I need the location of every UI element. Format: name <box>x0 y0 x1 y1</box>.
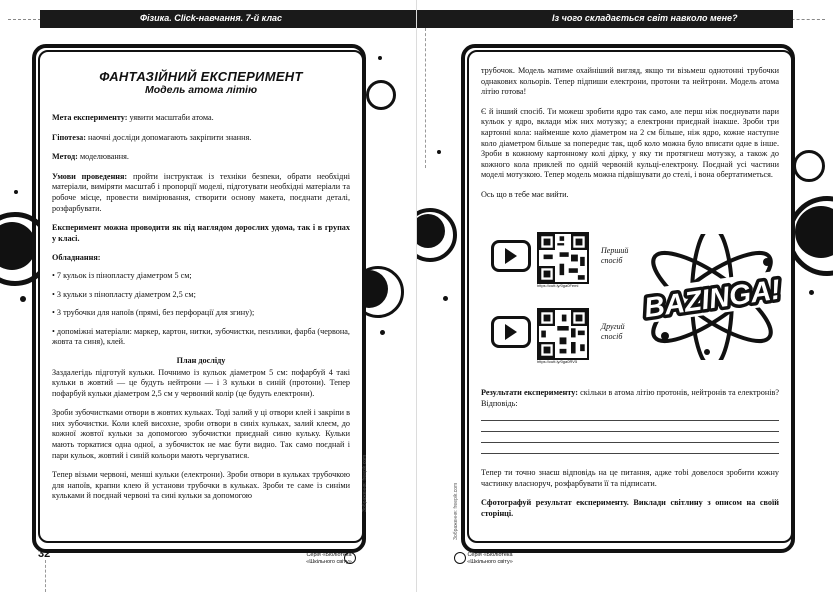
right-paragraph-1: трубочок. Модель матиме охайніший вигляд, якщо ти візьмеш однотонні трубочки однакових кольорів. Тепер підпиши електрони, протони та нейтрони. Модель атома літію готова! <box>481 66 779 97</box>
conditions-paragraph: Умови проведення: пройти інструктаж із техніки безпеки, обрати необхідні матеріали, виміряти масштаб і пропорції моделі, підготувати необхідні матеріали та робоче місце, провести вимірювання, створити основу макета, поєднати деталі, розфарбувати. <box>52 171 351 213</box>
qr-block-1 <box>491 232 651 294</box>
video-play-icon[interactable] <box>491 240 531 272</box>
plan-title: План досліду <box>176 355 226 365</box>
qr-block-2 <box>491 308 651 370</box>
experiment-subtitle: Модель атома літію <box>144 84 258 96</box>
left-content <box>52 70 350 502</box>
qr-label-1: Перший спосіб <box>601 246 629 265</box>
left-page <box>0 0 416 592</box>
decor-ring <box>366 80 396 110</box>
right-content-bottom <box>481 388 779 529</box>
left-header-bar <box>40 10 416 28</box>
image-credit: Зображення: freepik.com <box>453 482 459 540</box>
goal-line: Мета експерименту: уявити масштаби атома. <box>52 113 214 122</box>
decor-dot <box>809 290 814 295</box>
series-label: Серія «Бібліотека «Шкільного світу» <box>467 552 513 565</box>
photo-instruction: Сфотографуй результат експерименту. Виклади світлину з описом на своїй сторінці. <box>481 498 779 518</box>
series-logo-icon <box>454 552 466 564</box>
right-paragraph-2: Є й інший спосіб. Ти можеш зробити ядро так само, але перш ніж поєднувати пари кульок у ядро, вклади між них мотузку; а електрони приєднай інакше. Зроби три картонні кола: найменше коло діаметром на 2 см більше, ніж ядро, кожне наступне коло діаметром більше за попереднє так, щоб коло можна було вписати одне в інше. Зроби в кожному картонному колі дірку, у яку ти протягнеш мотузку, а також до кожного кола приклей по одній червоній кульці-електрону. Поєднай усі частини моделі мотузкою. Тепер модель можна підвішувати до стелі, і вона обертатиметься. <box>481 106 779 180</box>
qr-link-1[interactable]: https://cutt.ly/0ga0Femi <box>537 283 579 288</box>
bazinga-atom-illustration <box>637 234 787 360</box>
right-content <box>481 66 779 210</box>
series-label: Серія «Бібліотека «Шкільного світу» <box>306 552 352 565</box>
left-header-text: Фізика. Click-навчання. 7-й клас <box>140 13 283 23</box>
decor-dot <box>20 296 26 302</box>
equipment-item: • допоміжні матеріали: маркер, картон, нитки, зубочистки, пензлики, фарба (червона, жовта та синя), клей. <box>52 326 350 347</box>
left-content-frame <box>38 50 364 543</box>
conclusion-paragraph: Тепер ти точно знаєш відповідь на це питання, адже тobі довелося зробити кожну частинку власноруч, розфарбувати її та підписати. <box>481 468 779 488</box>
right-content-frame <box>467 50 793 543</box>
decor-ring <box>793 150 825 182</box>
answer-line[interactable] <box>481 411 779 421</box>
bazinga-text: BAZINGA! <box>642 273 783 324</box>
decor-dot <box>380 330 385 335</box>
qr-link-2[interactable]: https://cutt.ly/0ga0RV5 <box>537 359 578 364</box>
plan-paragraph-2: Зроби зубочистками отвори в жовтих кульках. Тоді залий у ці отвори клей і закріпи в них зубочистки. Коли клей висохне, зроби отвори в синіх кульках, залий клеєм, до кожної жовтої кульки за допомогою зубочистки приєднай синю кульку. Кульки мають торкатися одна одної, а зубочисток не має бути видно. Так само поєднай і пари кульок, жовтий і синій кольори мають чергуватися. <box>52 408 350 460</box>
qr-code-icon[interactable] <box>537 308 589 360</box>
decor-dot <box>443 296 448 301</box>
plan-paragraph-3: Тепер візьми червоні, менші кульки (електрони). Зроби отвори в кульках трубочкою для напоїв, крапни клею й установи трубочки в кульках. Зроби те саме із синіми кульками й поєднай червоні та сині кульки за допомогою <box>52 470 350 501</box>
page-number: 32 <box>38 548 51 560</box>
equipment-item: • 3 кульки з пінопласту діаметром 2,5 см; <box>52 289 196 299</box>
warning-paragraph: Експеримент можна проводити як під наглядом дорослих удома, так і в групах у класі. <box>52 223 350 243</box>
see-how-text: Ось що в тебе має вийти. <box>481 189 569 199</box>
dash-vertical <box>45 560 46 592</box>
decor-dot <box>378 56 382 60</box>
method-line: Метод: моделювання. <box>52 152 129 162</box>
plan-paragraph-1: Заздалегідь підготуй кульки. Почнимо із кульок діаметром 5 см: пофарбуй 4 такі кульки в жовтий — це будуть нейтрони — і 3 кульки в синій (протони). Тепер пофарбуй кульки діаметром 2,5 см у червоний колір (це будуть електрони). <box>52 367 350 398</box>
qr-code-icon[interactable] <box>537 232 589 284</box>
right-page <box>417 0 833 592</box>
dash-vertical <box>425 28 426 168</box>
video-play-icon[interactable] <box>491 316 531 348</box>
image-credit: Зображення: freepik.com <box>362 454 368 512</box>
decor-dot <box>14 190 18 194</box>
equipment-item: • 7 кульок із пінопласту діаметром 5 см; <box>52 270 192 280</box>
right-header-bar <box>417 10 793 28</box>
answer-line[interactable] <box>481 433 779 443</box>
results-paragraph: Результати експерименту: скільки в атома літію протонів, нейтронів та електронів? Відповідь: <box>481 388 779 408</box>
right-header-text: Із чого складається світ навколо мене? <box>552 13 738 23</box>
experiment-title: ФАНТАЗІЙНИЙ ЕКСПЕРИМЕНТ <box>99 69 303 84</box>
answer-line[interactable] <box>481 422 779 432</box>
qr-label-2: Другий спосіб <box>601 322 625 341</box>
hypothesis-line: Гіпотеза: наочні досліди допомагають закріпити знання. <box>52 132 252 142</box>
equipment-label: Обладнання: <box>52 253 101 263</box>
answer-line[interactable] <box>481 444 779 454</box>
series-logo-icon <box>344 552 356 564</box>
equipment-item: • 3 трубочки для напоїв (прямі, без перфорації для згину); <box>52 308 255 318</box>
decor-dot <box>437 150 441 154</box>
